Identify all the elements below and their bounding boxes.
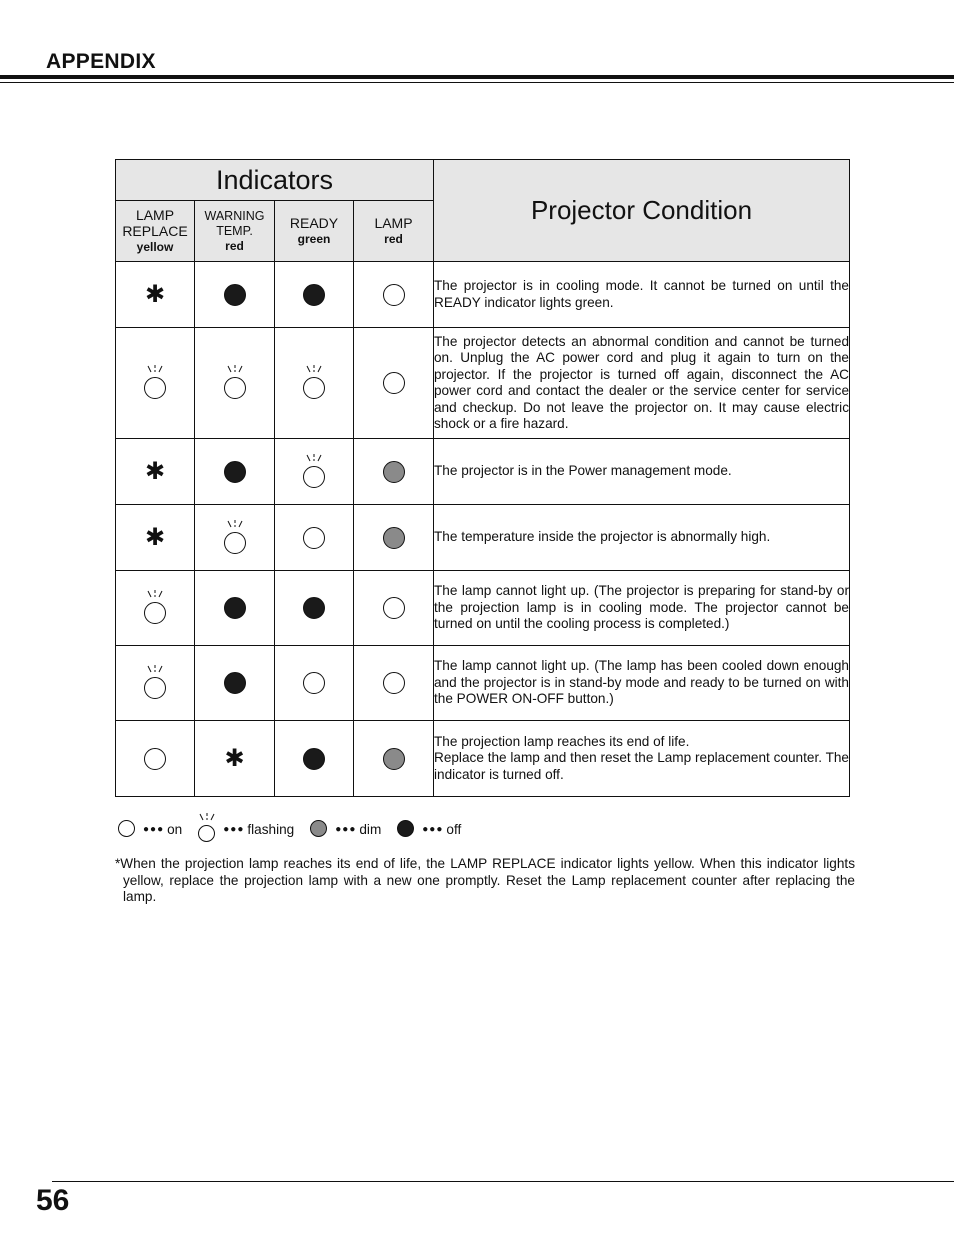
indicator-dim-icon <box>383 527 405 549</box>
column-header-lamp <box>354 201 434 262</box>
flash-rays-icon <box>141 363 169 375</box>
column-header-color: red <box>384 232 403 246</box>
lamp-circle-icon <box>224 461 246 483</box>
asterisk-icon: ✱ <box>144 457 166 485</box>
header-rule-thick <box>0 75 954 79</box>
indicator-on-icon <box>383 284 405 306</box>
flash-rays-icon <box>141 663 169 675</box>
lamp-circle-icon <box>383 597 405 619</box>
legend-dots-icon: ●●● <box>223 823 245 835</box>
table-row <box>116 721 850 797</box>
indicator-cell <box>354 328 434 439</box>
indicator-off-icon <box>224 461 246 483</box>
indicator-off-icon <box>397 820 415 838</box>
lamp-circle-icon <box>303 377 325 399</box>
indicators-table-body <box>116 262 850 797</box>
indicator-cell <box>275 721 354 797</box>
indicator-off-icon <box>224 672 246 694</box>
indicator-cell <box>354 439 434 505</box>
indicator-off-icon <box>303 284 325 306</box>
indicator-cell <box>195 439 275 505</box>
indicator-cell <box>116 571 195 646</box>
condition-cell: The lamp cannot light up. (The lamp has been cooled down enough and the projector is in stand-by mode and ready to be turned on with the POWER ON-OFF button.) <box>434 646 850 721</box>
indicator-flashing-icon <box>224 377 246 399</box>
lamp-circle-icon <box>383 748 405 770</box>
lamp-circle-icon <box>397 820 414 837</box>
legend <box>118 816 477 842</box>
condition-cell: The projector is in the Power management mode. <box>434 439 850 505</box>
legend-item-flashing <box>198 815 294 843</box>
lamp-circle-icon <box>198 825 215 842</box>
column-header-line1: LAMP <box>374 215 413 231</box>
indicator-off-icon <box>224 597 246 619</box>
asterisk-icon: ✱ <box>144 280 166 308</box>
indicator-on-icon <box>303 672 325 694</box>
indicator-cell <box>195 505 275 571</box>
lamp-circle-icon <box>383 527 405 549</box>
header-rule-thin <box>0 82 954 83</box>
indicator-cell <box>116 262 195 328</box>
indicator-cell <box>195 571 275 646</box>
legend-dots-icon: ●●● <box>143 823 165 835</box>
indicator-off-icon <box>303 748 325 770</box>
indicator-flashing-icon <box>144 377 166 399</box>
indicator-on-icon <box>383 672 405 694</box>
lamp-circle-icon <box>303 527 325 549</box>
lamp-circle-icon <box>383 672 405 694</box>
condition-cell: The lamp cannot light up. (The projector is preparing for stand-by or the projection lamp is in cooling mode. The projector cannot be turned on until the cooling process is completed.) <box>434 571 850 646</box>
indicator-cell <box>354 571 434 646</box>
legend-item-dim <box>310 820 381 838</box>
indicator-dim-icon <box>383 461 405 483</box>
lamp-circle-icon <box>224 377 246 399</box>
indicator-cell <box>116 328 195 439</box>
lamp-circle-icon <box>224 672 246 694</box>
indicator-cell <box>116 439 195 505</box>
column-header-warning-temp <box>195 201 275 262</box>
indicator-flashing-icon <box>144 602 166 624</box>
indicator-on-icon <box>118 820 136 838</box>
lamp-circle-icon <box>224 284 246 306</box>
projector-condition-header: Projector Condition <box>434 160 850 262</box>
asterisk-icon: ✱ <box>224 744 245 772</box>
legend-item-on <box>118 820 182 838</box>
indicator-cell <box>275 262 354 328</box>
column-header-color: red <box>225 238 244 253</box>
legend-label: off <box>446 821 462 837</box>
section-title: APPENDIX <box>46 50 156 73</box>
lamp-circle-icon <box>144 748 166 770</box>
footnote: *When the projection lamp reaches its end of life, the LAMP REPLACE indicator lights yellow. When this indicator lights yellow, replace the projection lamp with a new one promptly. Reset the Lamp replacement counter after replacing the lamp. <box>115 856 855 904</box>
indicator-on-icon <box>144 748 166 770</box>
legend-dots-icon: ●●● <box>335 823 357 835</box>
indicator-cell <box>354 505 434 571</box>
indicator-cell <box>354 262 434 328</box>
indicator-cell <box>275 505 354 571</box>
column-header-line2: TEMP. <box>216 223 253 238</box>
lamp-circle-icon <box>144 377 166 399</box>
condition-cell: The projector is in cooling mode. It cannot be turned on until the READY indicator lights green. <box>434 262 850 328</box>
asterisk-icon: ✱ <box>144 523 166 551</box>
lamp-circle-icon <box>224 532 246 554</box>
column-header-line1: READY <box>289 215 339 231</box>
indicator-cell <box>116 721 195 797</box>
indicator-cell <box>354 721 434 797</box>
lamp-circle-icon <box>303 284 325 306</box>
column-header-ready <box>275 201 354 262</box>
column-header-line1: WARNING <box>204 208 265 223</box>
legend-label: on <box>167 821 183 837</box>
condition-cell: The projector detects an abnormal condition and cannot be turned on. Unplug the AC power cord and plug it again to turn on the projector. If the projector is turned off again, disconnect the AC power cord and contact the dealer or the service center for service and checkup. Do not leave the projector on. It may cause electric shock or a fire hazard. <box>434 328 850 439</box>
lamp-circle-icon <box>383 372 405 394</box>
table-row <box>116 571 850 646</box>
flash-rays-icon <box>221 518 249 530</box>
lamp-circle-icon <box>303 672 325 694</box>
lamp-circle-icon <box>118 820 135 837</box>
indicator-cell <box>116 646 195 721</box>
column-header-lamp-replace <box>116 201 195 262</box>
indicator-dim-icon <box>383 748 405 770</box>
indicator-cell <box>195 328 275 439</box>
indicator-dim-icon <box>310 820 328 838</box>
indicator-flashing-icon <box>303 466 325 488</box>
indicator-off-icon <box>224 284 246 306</box>
indicator-on-icon <box>303 527 325 549</box>
indicator-cell <box>195 646 275 721</box>
indicator-cell <box>275 646 354 721</box>
lamp-circle-icon <box>144 602 166 624</box>
indicator-flashing-icon <box>144 677 166 699</box>
table-row <box>116 439 850 505</box>
legend-item-off <box>397 820 461 838</box>
lamp-circle-icon <box>383 284 405 306</box>
column-header-line1: LAMP <box>135 207 175 223</box>
indicator-cell <box>354 646 434 721</box>
flash-rays-icon <box>221 363 249 375</box>
legend-label: dim <box>359 821 382 837</box>
indicators-header: Indicators <box>116 160 434 201</box>
condition-cell: The projection lamp reaches its end of life. Replace the lamp and then reset the Lamp replacement counter. The indicator is turned off. <box>434 721 850 797</box>
table-row <box>116 262 850 328</box>
indicator-cell <box>275 571 354 646</box>
lamp-circle-icon <box>303 748 325 770</box>
legend-label: flashing <box>247 821 295 837</box>
indicator-cell <box>275 439 354 505</box>
indicator-on-icon <box>383 597 405 619</box>
indicator-cell <box>275 328 354 439</box>
flash-rays-icon <box>193 811 221 823</box>
lamp-circle-icon <box>310 820 327 837</box>
indicator-cell <box>195 721 275 797</box>
flash-rays-icon <box>300 452 328 464</box>
indicator-on-icon <box>383 372 405 394</box>
indicator-cell <box>116 505 195 571</box>
condition-cell: The temperature inside the projector is abnormally high. <box>434 505 850 571</box>
flash-rays-icon <box>300 363 328 375</box>
legend-dots-icon: ●●● <box>422 823 444 835</box>
page-number: 56 <box>36 1184 70 1217</box>
column-header-color: yellow <box>136 240 174 254</box>
lamp-circle-icon <box>224 597 246 619</box>
indicator-cell <box>195 262 275 328</box>
indicator-flashing-icon <box>303 377 325 399</box>
indicator-off-icon <box>303 597 325 619</box>
table-row <box>116 646 850 721</box>
column-header-line2: REPLACE <box>122 223 188 239</box>
lamp-circle-icon <box>303 597 325 619</box>
indicator-flashing-icon <box>198 825 216 843</box>
lamp-circle-icon <box>383 461 405 483</box>
indicators-table <box>115 159 850 797</box>
flash-rays-icon <box>141 588 169 600</box>
table-row <box>116 328 850 439</box>
column-header-color: green <box>297 232 331 246</box>
indicator-flashing-icon <box>224 532 246 554</box>
table-row <box>116 505 850 571</box>
footer-rule <box>52 1181 954 1182</box>
lamp-circle-icon <box>303 466 325 488</box>
lamp-circle-icon <box>144 677 166 699</box>
